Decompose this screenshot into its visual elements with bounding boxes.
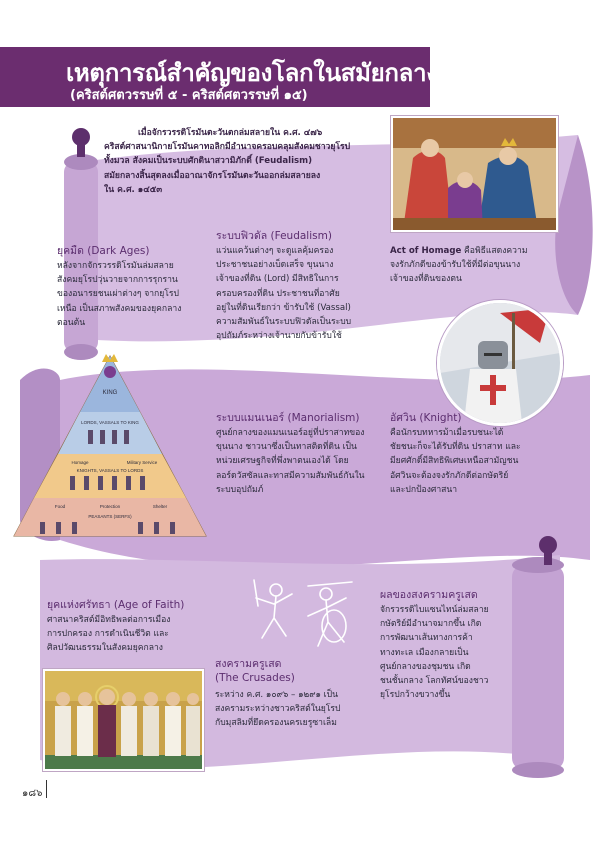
knight-line: คือนักรบทหารม้าเมื่อรบชนะได้ (390, 428, 504, 438)
crusades-line: ระหว่าง ค.ศ. ๑๐๙๖ – ๑๒๙๑ เป็น (215, 690, 338, 700)
intro-line: ทั้งมวล สังคมเป็นระบบศักดินาสวามิภักดิ์ (Feudalism) (104, 156, 313, 167)
dark-ages-line: ตอนต้น (57, 317, 86, 328)
knight-line: อัศวินจะต้องจงรักภักดีต่อกษัตริย์ (390, 470, 509, 481)
knight-illustration (440, 303, 560, 423)
crusades-heading (215, 657, 295, 685)
knight-text (390, 426, 558, 497)
scroll-roll-right (512, 565, 564, 770)
manorialism-line: หน่วยเศรษฐกิจที่พึ่งพาตนเองได้ โดย (216, 456, 349, 467)
pyramid-label-military: Military Service (126, 460, 158, 465)
manorialism-line: ขุนนาง ชาวนาซึ่งเป็นทาสติดที่ดิน เป็น (216, 442, 357, 453)
feudalism-line: ครอบครองที่ดิน ประชาชนที่อาศัย (216, 288, 340, 299)
homage-heading: Act of Homage (390, 246, 462, 256)
age-of-faith-text (47, 613, 207, 656)
feudalism-line: อยู่ในที่ดินเรียกว่า ข้ารับใช้ (Vassal) (216, 302, 351, 313)
crusade-effects-line: ศูนย์กลางของชุมชน เกิด (380, 661, 471, 672)
manorialism-line: ลอร์ดวัสซัลและทาสมีความสัมพันธ์กันใน (216, 470, 365, 481)
dark-ages-line: ของอนารยชนเผ่าต่างๆ จากยุโรป (57, 289, 179, 300)
crusade-effects-text (380, 603, 510, 702)
homage-text (390, 244, 550, 287)
crusade-effects-line: ทางทะเล เมืองกลายเป็น (380, 647, 469, 658)
homage-line: คือพิธีแสดงความ (464, 246, 528, 256)
manorialism-line: ศูนย์กลางของแมนเนอร์อยู่ที่ปราสาทของ (216, 428, 365, 438)
crusades-line: สงครามระหว่างชาวคริสต์ในยุโรป (215, 704, 341, 715)
crusades-line: กับมุสลิมที่ยึดครองนครเยรูซาเล็ม (215, 718, 337, 729)
crusade-effects-heading: ผลของสงครามครูเสด (380, 589, 478, 601)
feudalism-line: อุปถัมภ์ระหว่างเจ้านายกับข้ารับใช้ (216, 331, 342, 342)
manorialism-line: ระบบอุปถัมภ์ (216, 484, 264, 495)
pyramid-label-food: Food (54, 504, 66, 509)
crusades-heading-line: (The Crusades) (215, 672, 295, 684)
dark-ages-heading: ยุคมืด (Dark Ages) (57, 245, 150, 257)
dark-ages-line: หลังจากจักรวรรดิโรมันล่มสลาย (57, 261, 174, 271)
crusade-effects-line: ชนชั้นกลาง โลกทัศน์ของชาว (380, 676, 489, 687)
homage-line: จงรักภักดีของข้ารับใช้ที่มีต่อขุนนาง (390, 260, 521, 271)
intro-line: สมัยกลางสิ้นสุดลงเมื่ออาณาจักรโรมันตะวันออกล่มสลายลง (104, 170, 321, 181)
page-number: ๑๘๖ (22, 788, 43, 799)
dark-ages-text (57, 259, 207, 330)
age-of-faith-line: ศิลปวัฒนธรรมในสังคมยุคกลาง (47, 643, 163, 654)
manorialism-heading: ระบบแมนเนอร์ (Manorialism) (216, 412, 360, 424)
manorial-pyramid (10, 352, 210, 538)
crusades-text (215, 688, 383, 731)
age-of-faith-line: ศาสนาคริสต์มีอิทธิพลต่อการเมือง (47, 615, 171, 625)
feudalism-line: ความสัมพันธ์ในระบบฟิวดัลเป็นระบบ (216, 317, 352, 328)
intro-line: ใน ค.ศ. ๑๔๕๓ (104, 184, 163, 195)
homage-illustration (393, 118, 556, 230)
page-subtitle: (คริสต์ศตวรรษที่ ๕ - คริสต์ศตวรรษที่ ๑๕) (70, 88, 308, 103)
page-number-divider (46, 780, 47, 798)
dark-ages-line: สังคมยุโรปวุ่นวายจากการรุกราน (57, 275, 178, 286)
crusades-line-art (248, 576, 358, 656)
crusade-effects-line: การพัฒนาเส้นทางการค้า (380, 633, 473, 644)
knight-line: มียศศักดิ์มีสิทธิพิเศษเหนือสามัญชน (390, 456, 519, 467)
crusades-heading-line: สงครามครูเสด (215, 658, 282, 670)
pyramid-label-king: KING (102, 390, 118, 396)
mosaic-illustration (45, 671, 202, 769)
dark-ages-line: เหนือ เป็นสภาพสังคมของยุคกลาง (57, 303, 182, 314)
pyramid-label-knights: KNIGHTS, VASSALS TO LORDS (76, 468, 144, 473)
feudalism-heading: ระบบฟิวดัล (Feudalism) (216, 230, 332, 242)
pyramid-label-shelter: Shelter (152, 504, 168, 509)
byzantine-mosaic (43, 669, 204, 771)
homage-line: เจ้าของที่ดินของตน (390, 274, 462, 285)
crusade-effects-line: จักรวรรดิไบแซนไทน์ล่มสลาย (380, 605, 489, 615)
feudalism-line: เจ้าของที่ดิน (Lord) มีสิทธิในการ (216, 274, 339, 285)
age-of-faith-line: การปกครอง การดำเนินชีวิต และ (47, 629, 169, 640)
homage-painting (391, 116, 558, 232)
pyramid-label-lords: LORDS, VASSALS TO KING (81, 420, 139, 425)
intro-line: เมื่อจักรวรรดิโรมันตะวันตกล่มสลายใน ค.ศ. ๔๗๖ (138, 128, 323, 138)
feudalism-line: ประชาชนอย่างเบ็ดเสร็จ ขุนนาง (216, 260, 334, 271)
knight-line: และปกป้องศาสนา (390, 484, 458, 495)
manorialism-text (216, 426, 384, 497)
pyramid-label-peasants: PEASANTS (SERFS) (88, 514, 132, 519)
crusade-effects-line: กษัตริย์มีอำนาจมากขึ้น เกิด (380, 619, 482, 630)
feudalism-text (216, 244, 378, 343)
knight-photo (437, 300, 563, 426)
knight-line: ชัยชนะก็จะได้รับที่ดิน ปราสาท และ (390, 442, 521, 453)
knight-heading: อัศวิน (Knight) (390, 412, 462, 424)
feudalism-line: แว่นแคว้นต่างๆ จะดูแลคุ้มครอง (216, 246, 334, 256)
pyramid-label-protection: Protection (99, 504, 121, 509)
page-title: เหตุการณ์สำคัญของโลกในสมัยกลาง (66, 59, 438, 87)
pyramid-label-homage: Homage (71, 460, 89, 465)
crusade-effects-line: ยุโรปกว้างขวางขึ้น (380, 690, 451, 701)
intro-paragraph (104, 126, 384, 197)
intro-line: คริสต์ศาสนานิกายโรมันคาทอลิกมีอำนาจครอบคลุมสังคมชาวยุโรป (104, 142, 351, 153)
age-of-faith-heading: ยุคแห่งศรัทธา (Age of Faith) (47, 599, 185, 611)
